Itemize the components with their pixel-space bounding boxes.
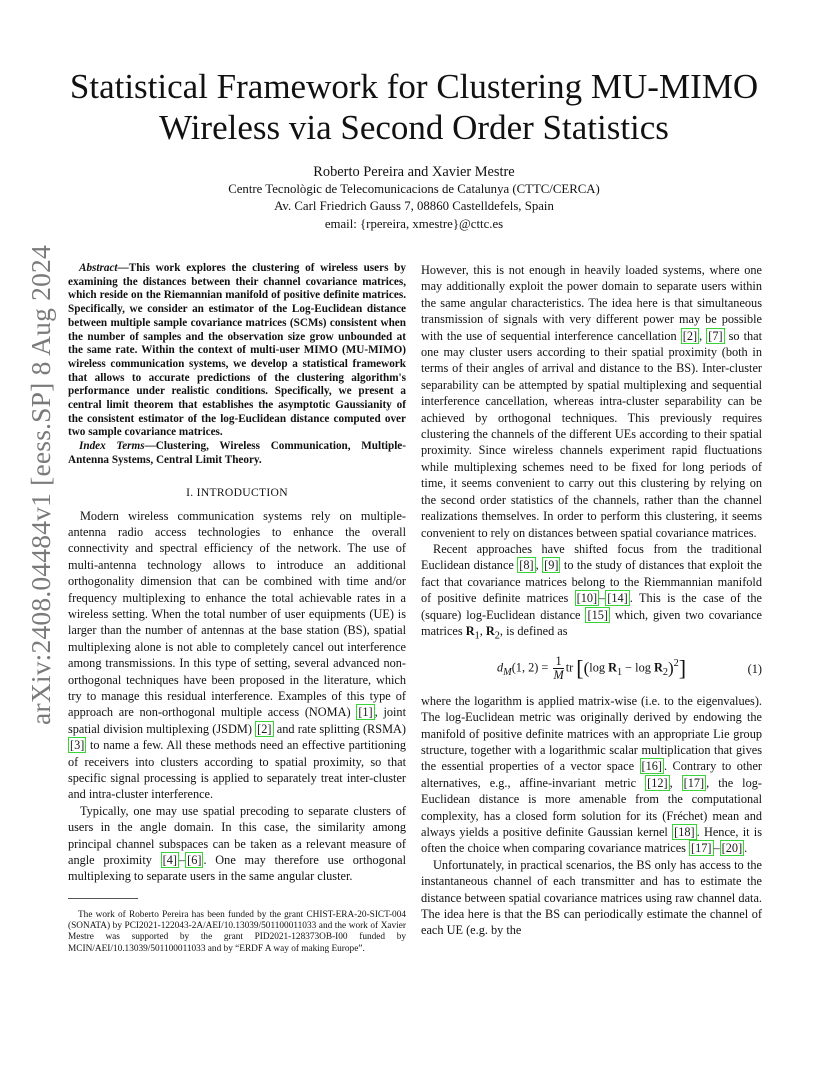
text-run: Recent approaches have shifted focus from the traditional Euclidean distance	[421, 541, 762, 573]
intro-paragraph-5: Unfortunately, in practical scenarios, the BS only has access to the instantaneous channel of each transmitter and has to estimate the distance between spatial covariance matrices using raw channel data. The idea here is that the BS can periodically estimate the channel of each UE (e.g. by the	[421, 857, 762, 938]
text-run: –	[713, 841, 720, 856]
right-column	[421, 262, 762, 939]
index-terms-text: —Clustering, Wireless Communication, Multiple-Antenna Systems, Central Limit Theory.	[68, 440, 406, 466]
eq-open-bracket: [	[576, 655, 584, 681]
citation-link[interactable]: [4]	[162, 853, 177, 868]
citation-link[interactable]: [17]	[691, 841, 712, 856]
affiliation-email: email: {rpereira, xmestre}@cttc.es	[324, 216, 504, 231]
intro-paragraph-3	[421, 541, 762, 645]
text-run: where the logarithm is applied matrix-wise (i.e. to the eigenvalues). The log-Euclidean metric was originally derived by endowing the manifold of positive definite matrices with an appropriate Lie group structure, together with a logarithmic scalar multiplication that gives the essential properties of a vector space	[421, 693, 762, 774]
eq-log: log	[589, 660, 609, 675]
footnote-rule	[68, 898, 138, 899]
citation-link[interactable]: [7]	[708, 328, 723, 343]
left-column	[68, 262, 406, 885]
text-run: which, given two covariance matrices	[421, 607, 762, 638]
citation-link[interactable]: [12]	[647, 775, 668, 790]
text-run: , joint spatial division multiplexing (JSDM)	[68, 705, 406, 736]
text-run: ,	[535, 558, 543, 573]
affiliation-line-1: Centre Tecnològic de Telecomunicacions de Catalunya (CTTC/CERCA)	[228, 182, 600, 196]
affiliation-line-2: Av. Carl Friedrich Gauss 7, 08860 Castelldefels, Spain	[274, 199, 554, 214]
text-run: . One may therefore use orthogonal multiplexing to separate users in the same angular cluster.	[68, 853, 406, 884]
title-line-1: Statistical Framework for Clustering MU-MIMO	[69, 67, 759, 106]
citation-link[interactable]: [2]	[257, 721, 272, 736]
citation-link[interactable]: [1]	[358, 705, 373, 720]
citation-link[interactable]: [10]	[576, 591, 598, 606]
equation-body	[497, 655, 686, 682]
text-run: . Contrary to other alternatives, e.g., affine-invariant metric	[421, 759, 762, 790]
text-run: Modern wireless communication systems rely on multiple-antenna radio access technologies to enhance the overall connectivity and spectral efficiency of the network. The use of multi-antenna technology allows to introduce an additional orthogonality dimension that can be combined with time and/or frequency multiplexing to enhance the total achievable rates in a wireless setting. When the total number of user equipments (UE) is larger than the number of antennas at the base station (BS), spatial multiplexing alone is not able to completely cancel out interference among transmissions. In this type of setting, several advanced non-orthogonal techniques have been proposed in the literature, which try to manage this residual interference. Examples of this type of approach are non-orthogonal multiple access (NOMA)	[68, 508, 406, 720]
text-run: , the log-Euclidean distance is more amenable from the computational complexity, has a closed form solution for its (Fréchet) mean and always yields a positive definite Gaussian kernel	[421, 775, 762, 840]
citation-link[interactable]: [9]	[544, 558, 559, 573]
intro-paragraph-4	[421, 693, 762, 857]
author-names: Roberto Pereira and Xavier Mestre	[313, 164, 515, 180]
intro-paragraph-2	[68, 803, 406, 885]
citation-link[interactable]: [18]	[674, 825, 695, 840]
paper-title	[60, 66, 768, 148]
text-run: so that one may cluster users according to their spatial proximity (both in terms of their angles of arrival and distance to the BS). Inter-cluster separability can be attempted by spatial multiplexing and sequential interference cancellation, whereas intra-cluster separability can be achieved by orthogonal techniques. This previously requires clustering the channels of the different UEs according to their spatial proximity. Since wireless channels experiment rapid fluctuations while multiplexing schemes need to be fixed for long periods of time, it seems convenient to carry out this clustering by relying on the second order statistics of the channels, rather than the channel realizations themselves. In order to perform this clustering, it seems convenient to rely on distances between spatial covariance matrices.	[421, 328, 763, 540]
abstract-lead: Abstract	[79, 262, 118, 274]
arxiv-identifier-text: arXiv:2408.04484v1 [eess.SP] 8 Aug 2024	[25, 245, 56, 725]
text-run: ,	[479, 623, 486, 638]
text-run: –	[178, 853, 186, 868]
eq-numerator: 1	[553, 655, 563, 669]
text-run: –	[599, 591, 606, 606]
text-run: to name a few. All these methods need an effective partitioning of receivers into clusters according to spatial proximity, so that specific signal processing is applied to separately treat inter-cluster and intra-cluster interference.	[68, 738, 406, 802]
eq-subscript: M	[503, 666, 512, 678]
arxiv-identifier-stamp	[22, 245, 60, 725]
eq-close-bracket: ]	[678, 655, 687, 681]
eq-subscript: 2	[662, 666, 668, 678]
matrix-symbol: R	[465, 623, 475, 638]
eq-trace: tr	[565, 660, 574, 675]
author-affiliation	[60, 181, 768, 233]
eq-log: − log	[622, 660, 654, 675]
abstract-text: —This work explores the clustering of wireless users by examining the distances between their channel covariance matrices, which reside on the Riemannian manifold of positive definite matrices. Specifically, we consider an estimator of the Log-Euclidean distance between multiple sample covariance matrices (SCMs) consistent when the number of samples and the observation size grow unbounded at the same rate. Within the context of multi-user MIMO (MU-MIMO) wireless communication systems, we develop a statistical framework that allows to accurate predictions of the clustering algorithm's performance under realistic conditions. Specifically, we present a central limit theorem that establishes the asymptotic Gaussianity of the consistent estimator of the log-Euclidean distance computed over two sample covariance matrices.	[68, 262, 406, 439]
eq-subscript: 1	[616, 666, 623, 678]
text-run: Typically, one may use spatial precoding to separate clusters of users in the angle domain. In this case, the similarity among principal channel subspaces can be taken as a relevant measure of angle proximity	[68, 803, 406, 868]
text-run: to the study of distances that exploit the fact that covariance matrices belong to the Riemmannian manifold of positive definite matrices	[421, 558, 762, 606]
text-run: and rate splitting (RSMA)	[273, 721, 406, 736]
index-terms-lead: Index Terms	[79, 440, 145, 453]
eq-matrix: R	[608, 660, 617, 675]
eq-open-paren: (	[583, 658, 590, 678]
citation-link[interactable]: [15]	[587, 607, 608, 622]
citation-link[interactable]: [20]	[721, 841, 743, 856]
citation-link[interactable]: [8]	[519, 558, 534, 573]
text-run: . This is the case of the (square) log-Euclidean distance	[421, 591, 762, 622]
text-run: However, this is not enough in heavily loaded systems, where one may additionally exploit the power domain to separate users within the same angular characteristics. The idea here is that simultaneous transmission of signals with very different power may be possible with the use of sequential interference cancellation	[421, 263, 762, 343]
index-terms	[68, 440, 406, 467]
text-run: ,	[669, 775, 682, 790]
section-heading-introduction: I. INTRODUCTION	[186, 485, 288, 499]
funding-footnote: The work of Roberto Pereira has been funded by the grant CHIST-ERA-20-SICT-004 (SONATA) by PCI2021-122043-2A/AEI/10.13039/501100011033 and the work of Xavier Mestre was supported by the grant PID2021-128373OB-I00 funded by MCIN/AEI/10.13039/501100011033 and by “ERDF A way of making Europe”.	[68, 910, 406, 954]
text-run: , is defined as	[499, 623, 568, 638]
citation-link[interactable]: [2]	[682, 328, 698, 343]
subscript: 1	[474, 630, 480, 642]
text-run: . Hence, it is often the choice when comparing covariance matrices	[421, 825, 762, 856]
text-run: ,	[699, 328, 707, 343]
citation-link[interactable]: [6]	[187, 853, 202, 868]
intro-paragraph-1	[68, 508, 406, 803]
title-line-2: Wireless via Second Order Statistics	[159, 108, 669, 147]
eq-fraction	[553, 655, 563, 682]
equation-number: (1)	[747, 661, 762, 676]
abstract	[68, 262, 406, 440]
equation-1	[421, 653, 762, 687]
citation-link[interactable]: [3]	[70, 738, 85, 753]
eq-exponent: 2	[673, 658, 679, 670]
text-run: .	[744, 841, 748, 856]
eq-symbol: d	[497, 660, 504, 675]
subscript: 2	[494, 630, 500, 642]
eq-close-paren: )	[667, 658, 674, 678]
citation-link[interactable]: [14]	[607, 591, 628, 606]
eq-denominator: M	[553, 667, 564, 682]
matrix-symbol: R	[485, 623, 495, 638]
intro-paragraph-2-continued	[421, 262, 762, 541]
eq-args: (1, 2) =	[511, 660, 549, 675]
eq-matrix: R	[653, 660, 663, 675]
citation-link[interactable]: [17]	[683, 775, 705, 790]
citation-link[interactable]: [16]	[641, 759, 662, 774]
